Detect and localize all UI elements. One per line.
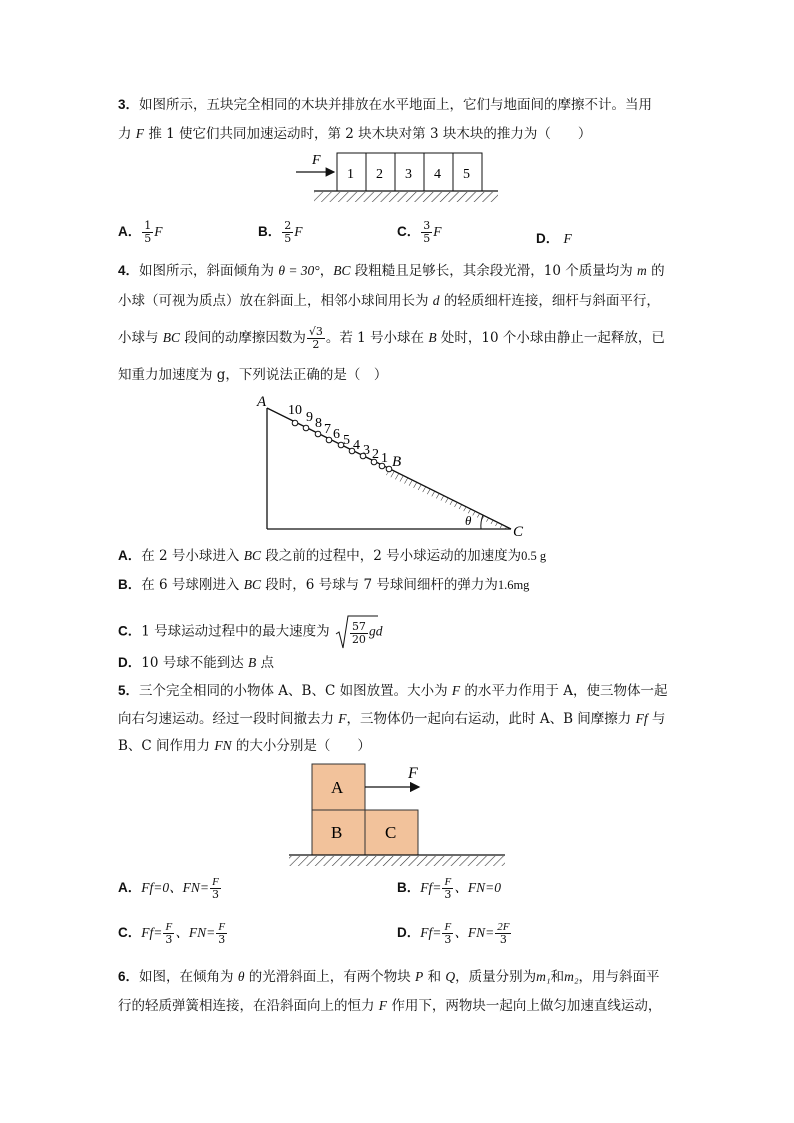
- q4-ball-label-4: 4: [353, 438, 360, 453]
- q4-point-c: C: [513, 524, 524, 540]
- q4-ball-label-5: 5: [343, 433, 350, 448]
- q4-ball-label-7: 7: [324, 422, 331, 437]
- q5-line3: B、C 间作用力 FN 的大小分别是（ ）: [118, 738, 371, 754]
- q5-number: 5．: [118, 683, 140, 698]
- q4-ball-label-1: 1: [381, 451, 388, 466]
- q3-block-label-3: 3: [405, 167, 412, 182]
- q4-balls: [292, 420, 392, 472]
- q5-label-a: A: [331, 778, 344, 797]
- q3-block-label-1: 1: [347, 167, 354, 182]
- q3-option-a[interactable]: A． $\frac{1}{5}$ F: [118, 219, 163, 245]
- q3-ground-hatch: [314, 192, 498, 202]
- q4-point-a: A: [257, 394, 267, 410]
- q4-line4: 知重力加速度为 g，下列说法正确的是（ ）: [118, 367, 388, 383]
- q3-option-d[interactable]: D． F: [536, 231, 572, 246]
- q4-ball-label-6: 6: [333, 427, 340, 442]
- q5-option-c[interactable]: C．Ff= $\frac{F}{3}$ 、FN= $\frac{F}{3}$: [118, 921, 226, 946]
- q4-option-d[interactable]: D．10 号球不能到达 B 点: [118, 655, 275, 671]
- q4-rough-section: [386, 469, 511, 529]
- q4-ball-label-9: 9: [306, 410, 313, 425]
- q5-option-b[interactable]: B．Ff= $\frac{F}{3}$ 、FN=0: [397, 876, 501, 901]
- q3-line2: 力 F 推 1 使它们共同加速运动时，第 2 块木块对第 3 块木块的推力为（ ）: [118, 126, 592, 142]
- q4-theta-label: θ: [465, 513, 472, 528]
- q4-option-b[interactable]: B．在 6 号球刚进入 BC 段时，6 号球与 7 号球间细杆的弹力为1.6mg: [118, 577, 530, 593]
- q4-ball-label-8: 8: [315, 416, 322, 431]
- q5-label-b: B: [331, 823, 343, 842]
- q3-block-label-2: 2: [376, 167, 383, 182]
- q4-line2: 小球（可视为质点）放在斜面上，相邻小球间用长为 d 的轻质细杆连接，细杆与斜面平行，: [118, 293, 660, 309]
- q5-force-label: F: [408, 765, 418, 782]
- q3-line1: 3．如图所示，五块完全相同的木块并排放在水平地面上，它们与地面间的摩擦不计。当用: [118, 97, 653, 113]
- q4-ball-9: [303, 425, 309, 431]
- q5-line2: 向右匀速运动。经过一段时间撤去力 F，三物体仍一起向右运动，此时 A、B 间摩擦力 Ff 与: [118, 711, 666, 727]
- q4-option-a[interactable]: A．在 2 号小球进入 BC 段之前的过程中，2 号小球运动的加速度为0.5 g: [118, 548, 547, 564]
- q5-line1: 5．三个完全相同的小物体 A、B、C 如图放置。大小为 F 的水平力作用于 A，使三物体一起: [118, 683, 668, 699]
- q6-number: 6．: [118, 969, 140, 984]
- q3-option-c[interactable]: C． $\frac{3}{5}$ F: [397, 219, 442, 245]
- q5-label-c: C: [385, 823, 397, 842]
- q5-figure: [285, 760, 510, 870]
- q3-force-label: F: [312, 153, 321, 168]
- q4-ball-8: [315, 431, 321, 437]
- q4-point-b: B: [392, 454, 402, 470]
- q5-ground-hatch: [289, 856, 505, 866]
- q3-option-b[interactable]: B． $\frac{2}{5}$ F: [258, 219, 303, 245]
- q4-ball-1: [386, 466, 392, 472]
- q3-number: 3．: [118, 97, 140, 112]
- q6-line1: 6．如图，在倾角为 θ 的光滑斜面上，有两个物块 P 和 Q，质量分别为m₁和m₂，用与斜面平: [118, 969, 660, 985]
- q4-mu-fraction: $\frac{√3}{2}$: [308, 325, 323, 351]
- q5-option-a[interactable]: A．Ff=0、FN= $\frac{F}{3}$: [118, 876, 219, 901]
- q3-block-label-4: 4: [434, 167, 441, 182]
- q4-line1: 4．如图所示，斜面倾角为 θ = 30°，BC 段粗糙且足够长，其余段光滑，10 个质量均为 m 的: [118, 263, 665, 279]
- q4-line3: 小球与 BC 段间的动摩擦因数为 $\frac{√3}{2}$ 。若 1 号小球在 B 处时，10 个小球由静止一起释放，已: [118, 325, 665, 351]
- q4-ball-7: [326, 437, 332, 443]
- q4-ball-label-10: 10: [288, 403, 302, 418]
- q4-figure: [255, 392, 545, 542]
- q4-ball-label-3: 3: [363, 443, 370, 458]
- q4-ball-10: [292, 420, 298, 426]
- q4-ball-label-2: 2: [372, 447, 379, 462]
- q3-block-label-5: 5: [463, 167, 470, 182]
- q6-line2: 行的轻质弹簧相连接，在沿斜面向上的恒力 F 作用下，两物块一起向上做匀加速直线运动，: [118, 998, 662, 1014]
- q4-number: 4．: [118, 263, 140, 278]
- q4-sqrt-expression: $\frac{57}{20}$ gd: [334, 614, 383, 650]
- q4-option-c[interactable]: C．1 号球运动过程中的最大速度为 $\frac{57}{20}$ gd: [118, 614, 382, 650]
- q5-option-d[interactable]: D．Ff= $\frac{F}{3}$ 、FN= $\frac{2F}{3}$: [397, 921, 510, 946]
- q3-figure: [290, 148, 505, 210]
